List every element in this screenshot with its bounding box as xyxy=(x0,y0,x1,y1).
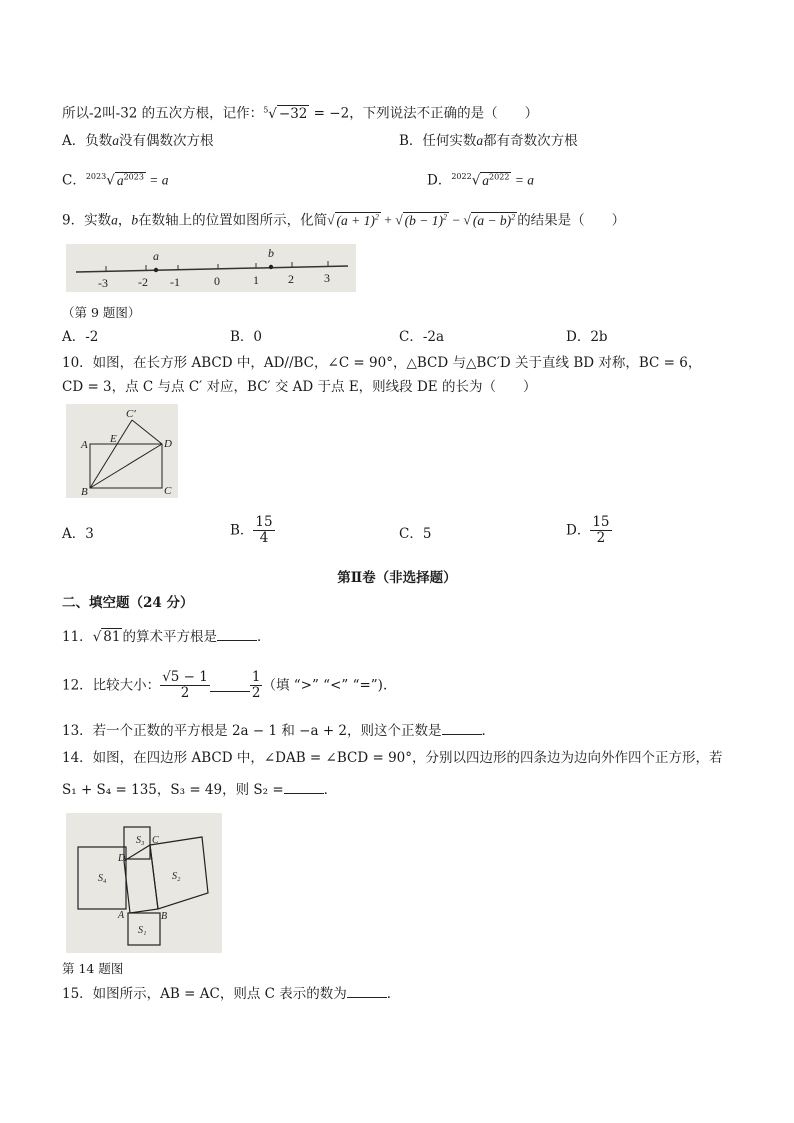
q14-caption: 第 14 题图 xyxy=(62,961,124,976)
q8-stem xyxy=(62,101,538,123)
q8-stem-text: 所以-2叫-32 的五次方根，记作： xyxy=(62,105,264,122)
q10-option-d xyxy=(566,515,612,546)
q11-label: 11． xyxy=(62,629,93,645)
q9-rad3-text: (a − b) xyxy=(472,212,512,228)
q8-option-d-eq: = a xyxy=(511,172,535,188)
q8-radicand: −32 xyxy=(278,105,308,122)
q8-option-a-var: a xyxy=(112,133,119,148)
q9-rad1-exp: 2 xyxy=(374,212,379,221)
q10-option-d-num: 15 xyxy=(592,514,610,530)
q10-option-d-label: D． xyxy=(566,522,591,539)
q8-option-a-label: A．负数 xyxy=(62,133,113,149)
q9-var-b: b xyxy=(131,212,139,228)
q12-answer-blank[interactable] xyxy=(210,679,250,692)
q8-option-c-exp: 2023 xyxy=(123,172,144,181)
q10-label-b: B xyxy=(81,486,88,498)
q9-separator: ， xyxy=(117,212,132,229)
q8-stem-end: ，下列说法不正确的是（ ） xyxy=(349,105,539,122)
q14-line2-text: S₁ + S₄ = 135，S₃ = 49，则 S₂ = xyxy=(62,782,284,798)
q10-figure-svg xyxy=(66,404,178,498)
q9-point-a xyxy=(154,268,158,272)
q8-option-d-exp: 2022 xyxy=(489,172,510,181)
q9-point-a-label: a xyxy=(153,249,159,263)
q9-tick-label: 2 xyxy=(288,272,294,286)
q12-hint: （填 “>” “<” “=”). xyxy=(262,677,388,694)
q10-diagonal-bd xyxy=(90,444,162,488)
q10-label-c: C xyxy=(164,485,172,497)
q9-stem-mid: 在数轴上的位置如图所示，化简 xyxy=(138,212,328,229)
q8-option-d-label: D． xyxy=(427,172,452,189)
q12-fraction-1-den: 2 xyxy=(180,685,190,701)
q9-rad1 xyxy=(335,212,381,228)
q8-option-b-var: a xyxy=(476,133,484,148)
q14-line2 xyxy=(62,781,337,799)
q15-text: 15．如图所示，AB = AC，则点 C 表示的数为 xyxy=(62,986,347,1002)
q10-option-b xyxy=(230,515,275,546)
q9-stem-end: 的结果是（ ） xyxy=(517,212,626,229)
q8-option-c-label: C． xyxy=(62,172,86,189)
q9-rad3 xyxy=(471,212,517,228)
q10-label-cprime: C′ xyxy=(126,408,136,420)
q13-text: 13．若一个正数的平方根是 2a − 1 和 −a + 2，则这个正数是 xyxy=(62,723,442,739)
q8-option-b-label: B．任何实数 xyxy=(399,133,477,149)
q10-option-a: A．3 xyxy=(62,526,94,542)
q10-option-d-fraction xyxy=(590,515,611,546)
q9-tick-label: 1 xyxy=(253,273,259,287)
q9-expression: √ $(a + 1)^2$ + √ $(b - 1)^2$ − √ $(a - b)^2$ xyxy=(327,212,516,228)
q8-option-a xyxy=(62,132,214,150)
q11-end: ． xyxy=(256,629,271,645)
q8-option-d: D．$^{2022}$√ $a^{2022} = a$ xyxy=(427,172,535,189)
q10-option-b-num: 15 xyxy=(255,514,273,530)
q12-fraction-2-den: 2 xyxy=(251,685,261,701)
q10-line-cpd xyxy=(132,420,162,444)
section2-title: 二、填空题（24 分） xyxy=(62,595,194,611)
q9-tick-label: -3 xyxy=(98,276,108,290)
q14-label-a: A xyxy=(118,910,125,921)
q14-answer-blank[interactable] xyxy=(284,781,324,794)
q10-option-d-den: 2 xyxy=(596,530,606,546)
part2-title: 第Ⅱ卷（非选择题） xyxy=(337,570,457,586)
q9-tick-label: -1 xyxy=(170,275,180,289)
q9-point-b-label: b xyxy=(268,246,274,260)
q8-option-d-index: 2022 xyxy=(451,172,472,181)
q10-label-e: E xyxy=(110,433,117,445)
q10-option-b-den: 4 xyxy=(259,530,269,546)
q10-rectangle-figure xyxy=(66,404,178,498)
q9-tick-label: 3 xyxy=(324,271,330,285)
q10-option-b-fraction xyxy=(253,515,274,546)
q14-label-b: B xyxy=(161,911,168,922)
q11: 11．√ 81 的算术平方根是 ． xyxy=(62,629,271,645)
q8-option-c-base: a xyxy=(116,172,124,188)
q10-label-a: A xyxy=(81,439,88,451)
q9-minus: − xyxy=(449,212,464,228)
q8-option-d-base: a xyxy=(482,172,490,188)
q9-stem xyxy=(62,208,625,230)
q14-label-s1: S₁ xyxy=(138,925,147,936)
q12-fraction-1 xyxy=(160,670,210,701)
q9-option-d: D．2b xyxy=(566,329,608,345)
q8-option-c-index: 2023 xyxy=(85,172,107,181)
q14-label-d: D xyxy=(118,853,126,864)
q15 xyxy=(62,985,400,1003)
q15-answer-blank[interactable] xyxy=(347,985,387,998)
q14-end: ． xyxy=(323,782,338,798)
q9-stem-start: 9．实数 xyxy=(62,212,112,229)
q14-label-c: C xyxy=(152,835,159,846)
q9-rad2 xyxy=(403,212,449,228)
q9-number-line-svg xyxy=(66,244,356,292)
q10-line-bcp xyxy=(90,420,132,488)
q9-caption: （第 9 题图） xyxy=(62,305,141,320)
q10-line1: 10．如图，在长方形 ABCD 中，AD//BC，∠C = 90°，△BCD 与△BC′D 关于直线 BD 对称，BC = 6， xyxy=(62,355,702,371)
q9-number-line-figure xyxy=(66,244,356,292)
q8-option-c: C．$^{2023}$√ $a^{2023} = a$ xyxy=(62,172,169,189)
q9-tick-label: -2 xyxy=(138,275,148,289)
q9-option-a: A．-2 xyxy=(62,329,99,345)
q10-label-d: D xyxy=(164,438,172,450)
q12-label: 12．比较大小： xyxy=(62,677,161,694)
q9-tick-label: 0 xyxy=(214,274,220,288)
q14-label-s3: S₃ xyxy=(136,835,145,846)
q13 xyxy=(62,722,495,740)
q9-rad2-text: (b − 1) xyxy=(404,212,444,228)
q9-axis-line xyxy=(76,266,348,272)
q10-option-c: C．5 xyxy=(399,526,432,542)
q12 xyxy=(62,670,387,701)
q14-label-s4: S₄ xyxy=(98,873,107,884)
q14-line1: 14．如图，在四边形 ABCD 中，∠DAB = ∠BCD = 90°，分别以四边形的四条边为边向外作四个正方形，若 xyxy=(62,750,723,766)
q9-rad3-exp: 2 xyxy=(511,212,516,221)
q12-fraction-2-num: 1 xyxy=(251,669,261,685)
q8-option-b-text: 都有奇数次方根 xyxy=(483,133,578,149)
q14-squares-figure xyxy=(66,813,222,953)
q10-option-b-label: B． xyxy=(230,522,254,539)
q14-figure-svg xyxy=(66,813,222,953)
q12-fraction-2 xyxy=(250,670,263,701)
q11-text: 的算术平方根是 xyxy=(122,629,217,645)
q10-line2: CD = 3，点 C 与点 C′ 对应，BC′ 交 AD 于点 E，则线段 DE 的长为（ ） xyxy=(62,379,537,395)
q9-plus: + xyxy=(380,212,396,228)
q14-label-s2: S₂ xyxy=(172,871,181,882)
q8-option-c-eq: = a xyxy=(145,172,169,188)
q13-end: ． xyxy=(481,723,496,739)
q9-var-a: a xyxy=(111,212,118,228)
q11-radicand: 81 xyxy=(103,629,121,645)
q9-rad2-exp: 2 xyxy=(443,212,448,221)
q9-rad1-text: (a + 1) xyxy=(336,212,375,228)
q8-option-a-text: 没有偶数次方根 xyxy=(119,133,214,149)
q14-quadrilateral-abcd xyxy=(124,845,158,913)
q8-root-index: 5 xyxy=(263,105,269,114)
q13-answer-blank[interactable] xyxy=(442,722,482,735)
q15-end: ． xyxy=(386,986,401,1002)
q8-fifth-root: $^5$√ −32 xyxy=(263,105,308,122)
q8-root-value: = −2 xyxy=(309,105,350,122)
q8-option-b xyxy=(399,132,578,150)
q11-answer-blank[interactable] xyxy=(217,628,257,641)
q12-fraction-1-num: √5 − 1 xyxy=(162,669,208,685)
q9-point-b xyxy=(269,265,273,269)
q9-option-c: C．-2a xyxy=(399,329,445,345)
q9-option-b: B．0 xyxy=(230,329,263,345)
